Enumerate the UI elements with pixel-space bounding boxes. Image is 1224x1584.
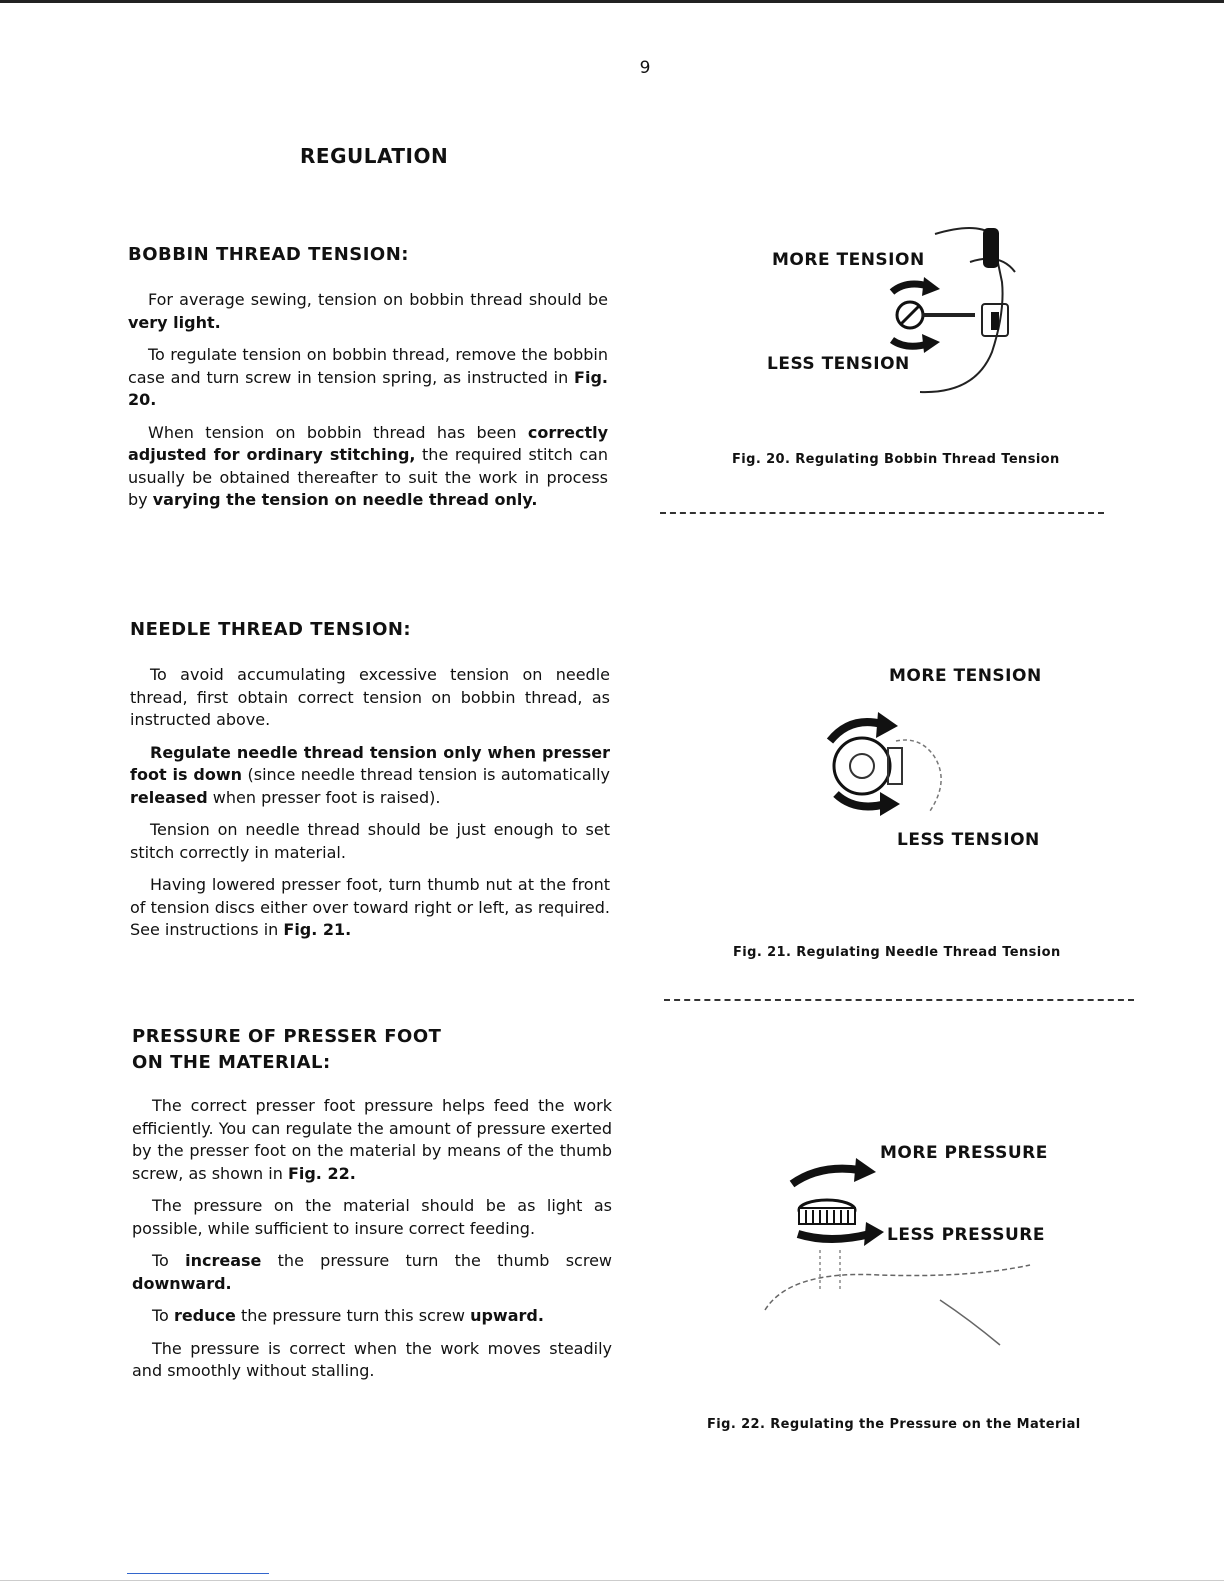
pressure-paragraph-3: To increase the pressure turn the thumb screw downward. bbox=[132, 1251, 612, 1293]
needle-paragraph-3: Tension on needle thread should be just enough to set stitch correctly in material. bbox=[130, 820, 610, 862]
pressure-heading-line-1: PRESSURE OF PRESSER FOOT bbox=[132, 1026, 442, 1047]
page-number: 9 bbox=[639, 58, 651, 78]
fig22-more-label: MORE PRESSURE bbox=[880, 1143, 1048, 1163]
needle-paragraph-4: Having lowered presser foot, turn thumb nut at the front of tension discs either over toward right or left, as required. See instructions in Fig. 21. bbox=[130, 875, 610, 939]
figure-21 bbox=[800, 686, 980, 836]
bobbin-text bbox=[128, 289, 608, 522]
fig21-caption: Fig. 21. Regulating Needle Thread Tension bbox=[733, 945, 1061, 960]
fig20-more-label: MORE TENSION bbox=[772, 250, 925, 270]
bobbin-heading: BOBBIN THREAD TENSION: bbox=[128, 244, 409, 265]
pressure-paragraph-4: To reduce the pressure turn this screw upward. bbox=[152, 1306, 544, 1325]
bottom-rule bbox=[0, 1580, 1224, 1581]
pressure-paragraph-5: The pressure is correct when the work moves steadily and smoothly without stalling. bbox=[132, 1338, 612, 1380]
fig20-caption: Fig. 20. Regulating Bobbin Thread Tension bbox=[732, 452, 1060, 467]
needle-paragraph-2: Regulate needle thread tension only when presser foot is down (since needle thread tension is automatically released when presser foot is raised). bbox=[130, 742, 611, 807]
needle-heading: NEEDLE THREAD TENSION: bbox=[130, 619, 412, 640]
bottom-accent-line bbox=[127, 1573, 269, 1574]
separator-1 bbox=[660, 512, 1104, 514]
bobbin-paragraph-2: To regulate tension on bobbin thread, remove the bobbin case and turn screw in tension spring, as instructed in Fig. 20. bbox=[128, 345, 608, 409]
needle-paragraph-1: To avoid accumulating excessive tension on needle thread, first obtain correct tension on bobbin thread, as instructed above. bbox=[130, 665, 610, 729]
fig22-caption: Fig. 22. Regulating the Pressure on the Material bbox=[707, 1417, 1081, 1432]
bobbin-case-illustration bbox=[770, 222, 1030, 402]
thumb-screw-illustration bbox=[760, 1150, 1050, 1350]
tension-dial-illustration bbox=[800, 686, 980, 836]
top-border bbox=[0, 0, 1224, 3]
separator-2 bbox=[664, 999, 1134, 1001]
needle-text bbox=[130, 664, 610, 952]
figure-22 bbox=[760, 1150, 1050, 1350]
pressure-heading-line-2: ON THE MATERIAL: bbox=[132, 1052, 331, 1073]
pressure-heading bbox=[132, 1024, 441, 1076]
fig22-less-label: LESS PRESSURE bbox=[887, 1225, 1045, 1245]
page-title: REGULATION bbox=[300, 144, 449, 168]
figure-20 bbox=[770, 222, 1030, 402]
pressure-text bbox=[132, 1095, 612, 1393]
fig21-more-label: MORE TENSION bbox=[889, 666, 1042, 686]
bobbin-paragraph-1: For average sewing, tension on bobbin thread should be very light. bbox=[128, 290, 608, 332]
fig21-less-label: LESS TENSION bbox=[897, 830, 1040, 850]
pressure-paragraph-2: The pressure on the material should be as light as possible, while sufficient to insure correct feeding. bbox=[132, 1196, 612, 1238]
fig20-less-label: LESS TENSION bbox=[767, 354, 910, 374]
pressure-paragraph-1: The correct presser foot pressure helps feed the work efficiently. You can regulate the amount of pressure exerted by the presser foot on the material by means of the thumb screw, as shown in Fig. 22. bbox=[132, 1096, 612, 1183]
bobbin-paragraph-3: When tension on bobbin thread has been correctly adjusted for ordinary stitching, the required stitch can usually be obtained thereafter to suit the work in process by varying the tension on needle thread only. bbox=[128, 422, 608, 509]
